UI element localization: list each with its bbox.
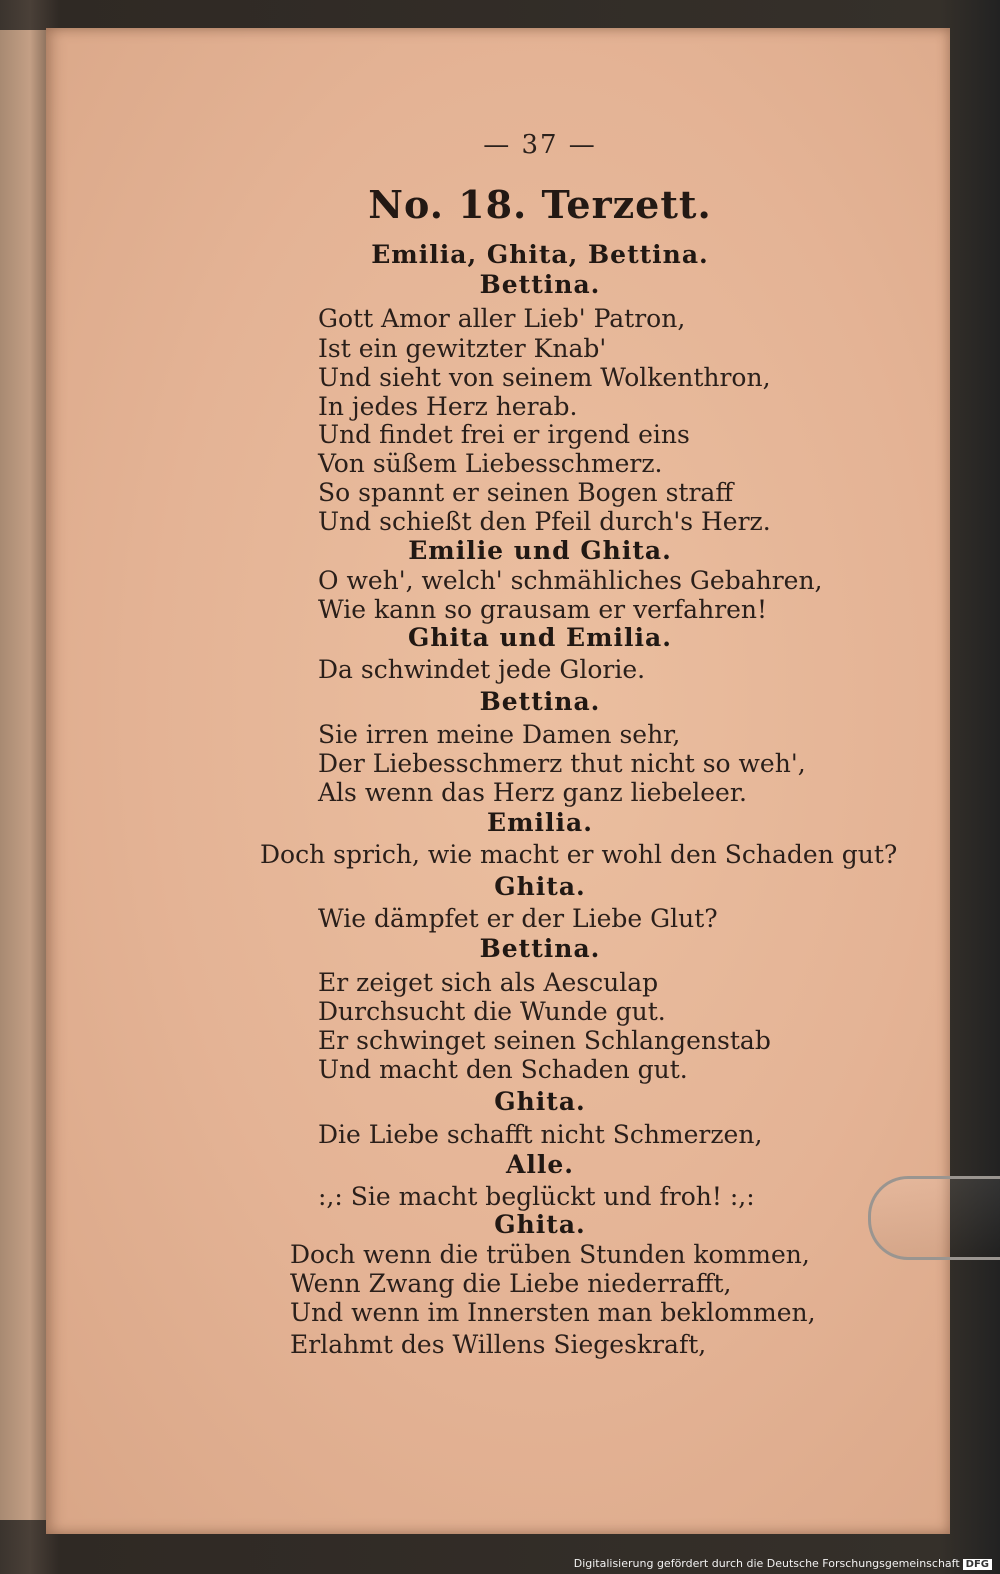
verse-line: Er zeiget sich als Aesculap <box>318 968 659 997</box>
speaker-heading: Alle. <box>505 1150 574 1179</box>
verse-line: Durchsucht die Wunde gut. <box>318 997 666 1026</box>
verse-line: Doch wenn die trüben Stunden kommen, <box>290 1240 810 1269</box>
verse-line: Und macht den Schaden gut. <box>318 1055 688 1084</box>
verse-line: Doch sprich, wie macht er wohl den Schaden gut? <box>260 840 898 869</box>
verse-line: Die Liebe schafft nicht Schmerzen, <box>318 1120 763 1149</box>
verse-line: Als wenn das Herz ganz liebeleer. <box>318 778 747 807</box>
verse-line: Ist ein gewitzter Knab' <box>318 334 607 363</box>
speaker-heading: Ghita. <box>494 872 586 901</box>
verse-line: In jedes Herz herab. <box>318 392 578 421</box>
speaker-heading: Emilia. <box>487 808 593 837</box>
dfg-logo: DFG <box>963 1559 992 1570</box>
paper-clip <box>868 1176 1000 1260</box>
speaker-heading: Emilia, Ghita, Bettina. <box>371 240 709 269</box>
verse-line: So spannt er seinen Bogen straff <box>318 478 734 507</box>
verse-line: Und findet frei er irgend eins <box>318 420 690 449</box>
verse-line: Gott Amor aller Lieb' Patron, <box>318 304 686 333</box>
digitization-credit <box>574 1557 992 1570</box>
verse-line: :,: Sie macht beglückt und froh! :,: <box>318 1182 755 1211</box>
speaker-heading: Bettina. <box>479 934 601 963</box>
speaker-heading: Ghita. <box>494 1210 586 1239</box>
verse-line: O weh', welch' schmähliches Gebahren, <box>318 566 823 595</box>
verse-line: Sie irren meine Damen sehr, <box>318 720 681 749</box>
verse-line: Wenn Zwang die Liebe niederrafft, <box>290 1269 732 1298</box>
verse-line: Und schießt den Pfeil durch's Herz. <box>318 507 771 536</box>
speaker-heading: Ghita und Emilia. <box>408 623 672 652</box>
verse-line: Er schwinget seinen Schlangenstab <box>318 1026 771 1055</box>
credit-text: Digitalisierung gefördert durch die Deutsche Forschungsgemeinschaft <box>573 1557 960 1570</box>
verse-line: Von süßem Liebesschmerz. <box>318 449 663 478</box>
speaker-heading: Bettina. <box>479 687 601 716</box>
section-title: No. 18. Terzett. <box>368 182 712 227</box>
verse-line: Da schwindet jede Glorie. <box>318 655 646 684</box>
verse-line: Erlahmt des Willens Siegeskraft, <box>290 1330 707 1359</box>
speaker-heading: Bettina. <box>479 270 601 299</box>
speaker-heading: Emilie und Ghita. <box>408 536 672 565</box>
verse-line: Und sieht von seinem Wolkenthron, <box>318 363 771 392</box>
speaker-heading: Ghita. <box>494 1087 586 1116</box>
verse-line: Wie kann so grausam er verfahren! <box>318 595 768 624</box>
verse-line: Wie dämpfet er der Liebe Glut? <box>318 904 718 933</box>
page-number: — 37 — <box>483 130 597 160</box>
verse-line: Und wenn im Innersten man beklommen, <box>290 1298 816 1327</box>
verse-line: Der Liebesschmerz thut nicht so weh', <box>318 749 806 778</box>
